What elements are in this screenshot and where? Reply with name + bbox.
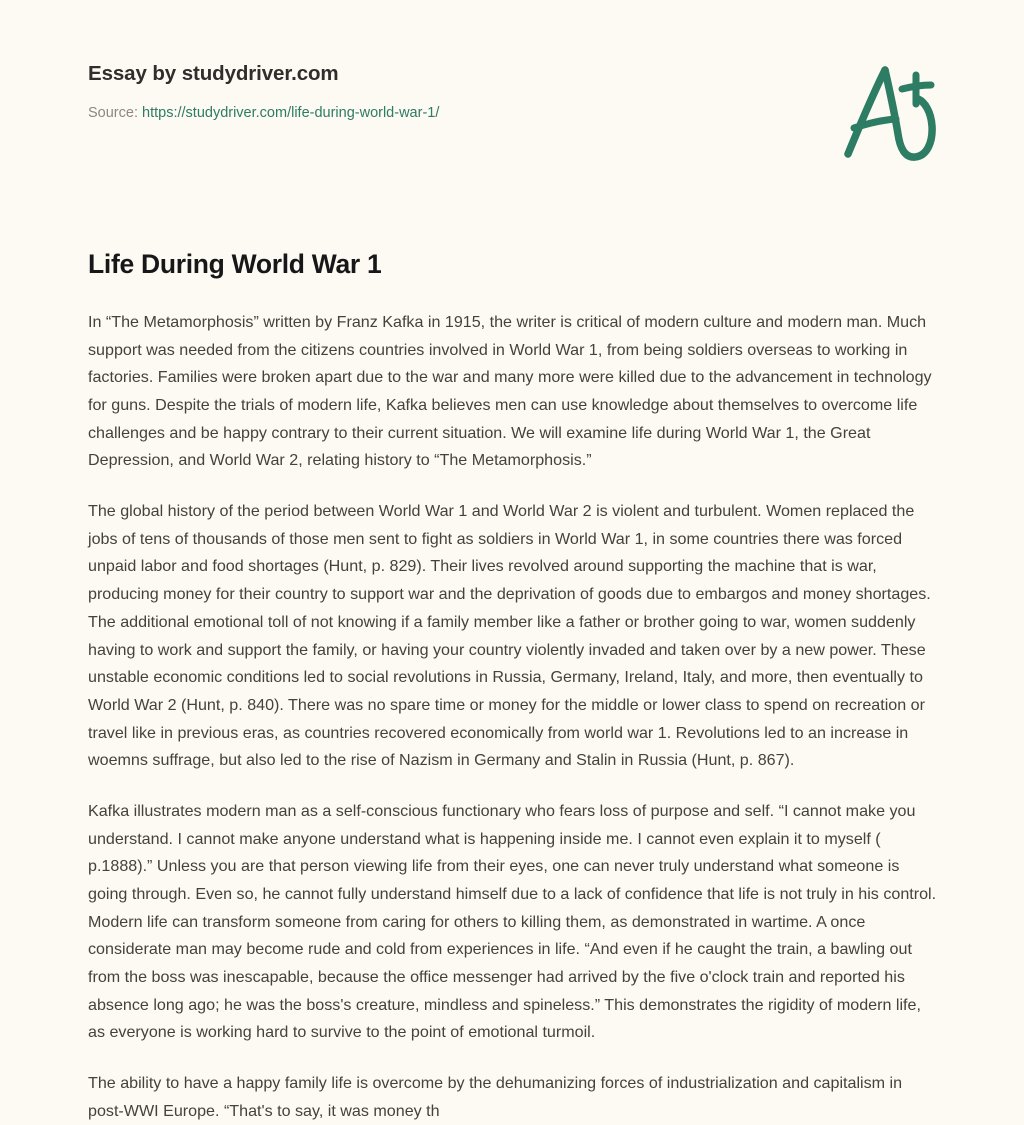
source-line bbox=[88, 105, 952, 122]
paragraph: The global history of the period between World War 1 and World War 2 is violent and turbulent. Women replaced the jobs of tens of thousands of those men sent to fight as soldiers in World War 1, in some countries there was forced unpaid labor and food shortages (Hunt, p. 829). Their lives revolved around supporting the machine that is war, producing money for their country to support war and the deprivation of goods due to embargos and money shortages. The additional emotional toll of not knowing if a family member like a father or brother going to war, women suddenly having to work and support the family, or having your country violently invaded and taken over by a new power. These unstable economic conditions led to social revolutions in Russia, Germany, Ireland, Italy, and more, then eventually to World War 2 (Hunt, p. 840). There was no spare time or money for the middle or lower class to spend on recreation or travel like in previous eras, as countries recovered economically from world war 1. Revolutions led to an increase in woemns suffrage, but also led to the rise of Nazism in Germany and Stalin in Russia (Hunt, p. 867). bbox=[88, 502, 931, 770]
page-title: Life During World War 1 bbox=[88, 248, 382, 279]
a-plus-icon bbox=[832, 58, 952, 168]
article bbox=[0, 248, 1024, 1125]
source-label: Source: bbox=[88, 104, 138, 121]
source-url-link[interactable]: https://studydriver.com/life-during-world-war-1/ bbox=[142, 104, 440, 121]
page-header bbox=[0, 0, 1024, 122]
paragraph: Kafka illustrates modern man as a self-conscious functionary who fears loss of purpose and self. “I cannot make you understand. I cannot make anyone understand what is happening inside me. I cannot even explain it to myself ( p.1888).” Unless you are that person viewing life from their eyes, one can never truly understand what someone is going through. Even so, he cannot fully understand himself due to a lack of confidence that life is not truly in his control. Modern life can transform someone from caring for others to killing them, as demonstrated in wartime. A once considerate man may become rude and cold from experiences in life. “And even if he caught the train, a bawling out from the boss was inescapable, because the office messenger had arrived by the five o'clock train and reported his absence long ago; he was the boss's creature, mindless and spineless.” This demonstrates the rigidity of modern life, as everyone is working hard to survive to the point of emotional turmoil. bbox=[88, 801, 937, 1042]
brand-title: Essay by studydriver.com bbox=[88, 62, 339, 85]
paragraph-truncated: The ability to have a happy family life is overcome by the dehumanizing forces of industrialization and capitalism in post-WWI Europe. “That's to say, it was money th bbox=[88, 1073, 903, 1120]
paragraph: In “The Metamorphosis” written by Franz Kafka in 1915, the writer is critical of modern culture and modern man. Much support was needed from the citizens countries involved in World War 1, from being soldiers overseas to working in factories. Families were broken apart due to the war and many more were killed due to the advancement in technology for guns. Despite the trials of modern life, Kafka believes men can use knowledge about themselves to overcome life challenges and be happy contrary to their current situation. We will examine life during World War 1, the Great Depression, and World War 2, relating history to “The Metamorphosis.” bbox=[88, 313, 932, 470]
studydriver-a-plus-logo bbox=[832, 58, 952, 168]
header-text-block bbox=[88, 62, 952, 122]
article-body bbox=[88, 309, 940, 1125]
